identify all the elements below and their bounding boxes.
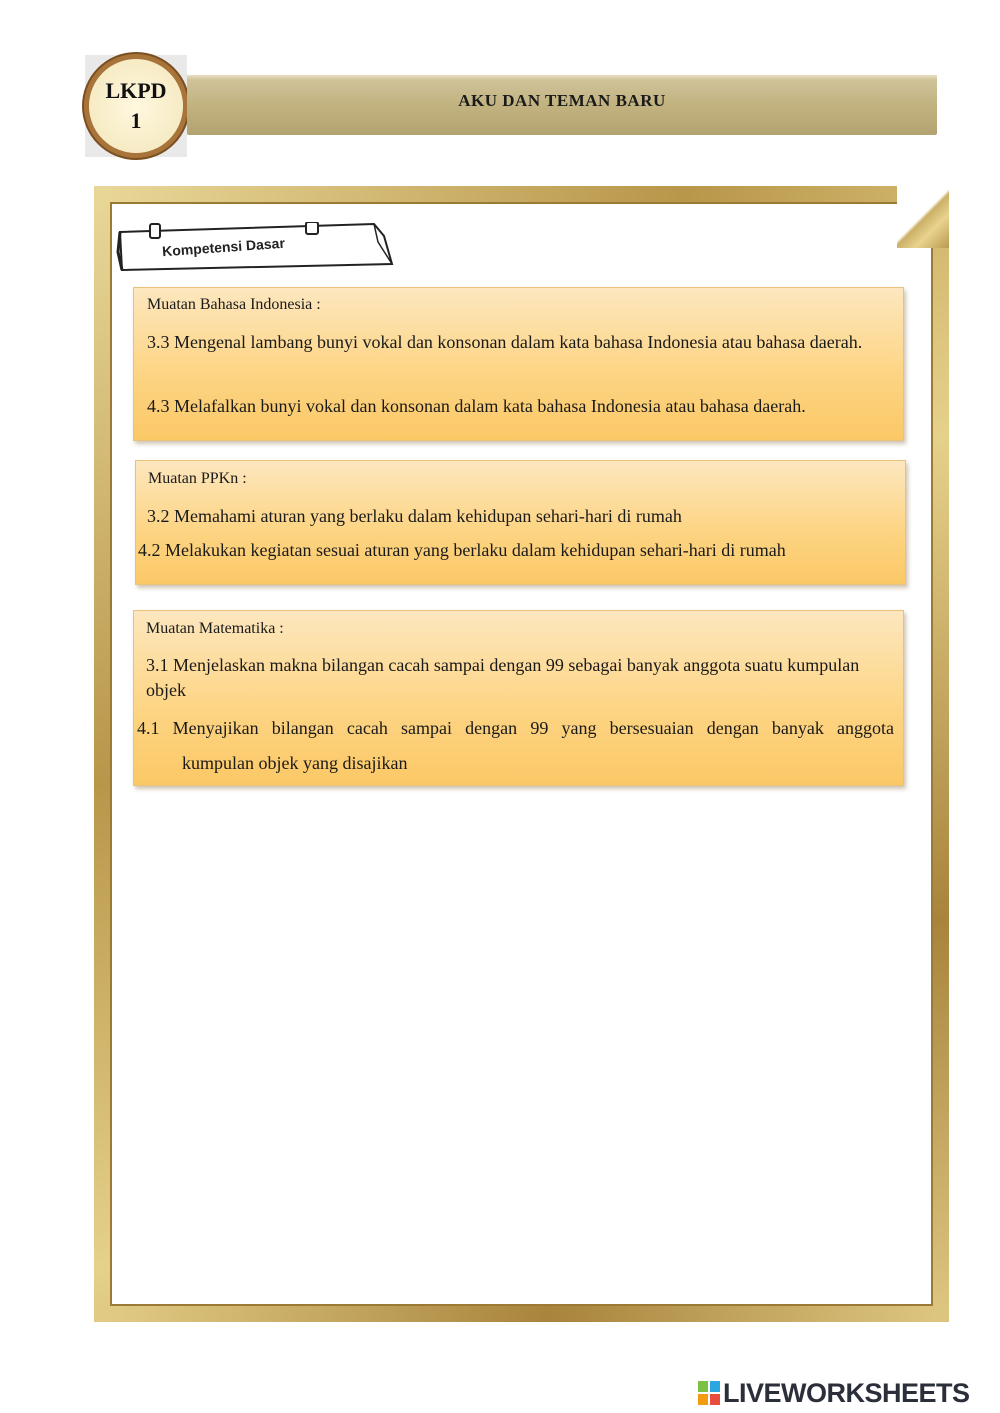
competency-item: kumpulan objek yang disajikan [182, 753, 408, 773]
box-heading: Muatan PPKn : [148, 470, 247, 487]
box-heading: Muatan Bahasa Indonesia : [147, 296, 321, 313]
competency-item: 3.1 Menjelaskan makna bilangan cacah sampai dengan 99 sebagai banyak anggota suatu kumpulan objek [146, 655, 860, 700]
competency-item: 4.3 Melafalkan bunyi vokal dan konsonan dalam kata bahasa Indonesia atau bahasa daerah. [147, 396, 806, 416]
page-title: AKU DAN TEMAN BARU [458, 91, 666, 110]
badge-number: 1 [130, 108, 142, 133]
header-bar [187, 75, 937, 135]
liveworksheets-watermark [698, 1378, 970, 1408]
box-ppkn [135, 460, 906, 585]
section-tag [116, 222, 390, 270]
page-corner-fold [897, 186, 949, 248]
section-tag-label: Kompetensi Dasar [161, 234, 286, 260]
box-heading: Muatan Matematika : [146, 620, 284, 637]
competency-item: 3.2 Memahami aturan yang berlaku dalam kehidupan sehari-hari di rumah [147, 506, 682, 526]
box-matematika [133, 610, 904, 786]
competency-item: 3.3 Mengenal lambang bunyi vokal dan konsonan dalam kata bahasa Indonesia atau bahasa daerah. [147, 332, 863, 352]
competency-item: 4.2 Melakukan kegiatan sesuai aturan yang berlaku dalam kehidupan sehari-hari di rumah [138, 540, 786, 560]
lkpd-badge [89, 59, 183, 153]
watermark-text: LIVEWORKSHEETS [723, 1377, 970, 1408]
box-bahasa-indonesia [133, 287, 904, 441]
lkpd-badge-background [85, 55, 187, 157]
competency-item: 4.1 Menyajikan bilangan cacah sampai dengan 99 yang bersesuaian dengan banyak anggota [137, 718, 894, 738]
liveworksheets-logo-icon [698, 1381, 720, 1405]
badge-label: LKPD [105, 78, 167, 103]
